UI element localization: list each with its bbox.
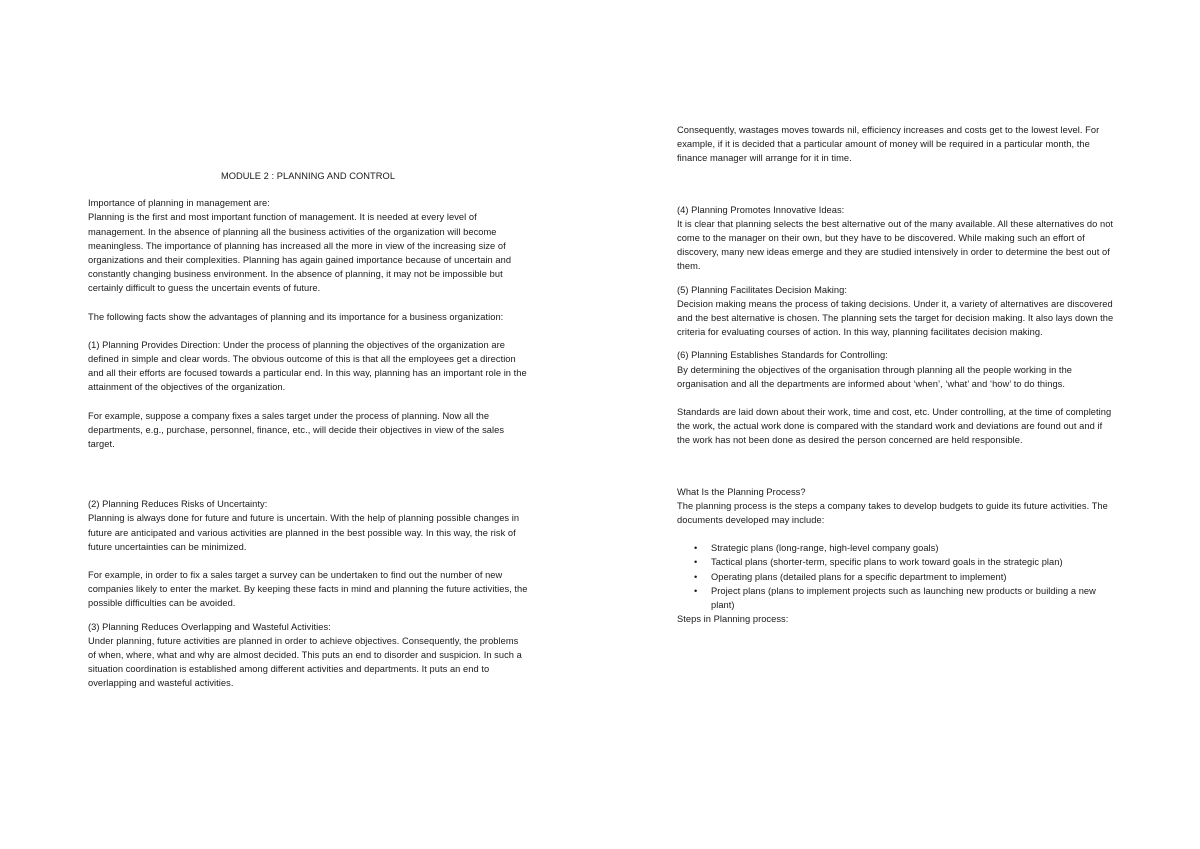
importance-heading: Importance of planning in management are:	[88, 198, 270, 209]
point-1-body: Under the process of planning the objectives of the organization are defined in simple and clear words. The obvious outcome of this is that all the employees get a direction and all their efforts are focused towards a particular end. In this way, planning has an important role in the attainment of the objectives of the organization.	[88, 339, 527, 393]
point-5-heading: (5) Planning Facilitates Decision Making:	[677, 284, 847, 295]
point-3-heading: (3) Planning Reduces Overlapping and Wasteful Activities:	[88, 621, 331, 632]
bullet-icon: •	[694, 543, 698, 554]
point-2-heading: (2) Planning Reduces Risks of Uncertainty:	[88, 499, 268, 510]
left-column	[88, 169, 528, 691]
point-3-continued: Consequently, wastages moves towards nil, efficiency increases and costs get to the lowest level. For example, if it is decided that a particular amount of money will be required in a particular month, the finance manager will arrange for it in time.	[677, 125, 1100, 164]
point-5-body: Decision making means the process of taking decisions. Under it, a variety of alternatives are discovered and the best alternative is chosen. The planning sets the target for decision making. It also lays down the criteria for evaluating courses of action. In this way, planning facilitates decision making.	[677, 298, 1114, 338]
facts-paragraph: The following facts show the advantages of planning and its importance for a business organization:	[88, 311, 504, 322]
planning-process-paragraph: The planning process is the steps a company takes to develop budgets to guide its future activities. The documents developed may include:	[677, 500, 1108, 526]
point-2-body: Planning is always done for future and future is uncertain. With the help of planning possible changes in future are anticipated and various activities are planned in the best possible way. In this way, the risk of future uncertainties can be minimized.	[88, 513, 520, 552]
list-item: • Tactical plans (shorter-term, specific plans to work toward goals in the strategic plan)	[677, 555, 1117, 569]
bullet-icon: •	[694, 585, 698, 596]
list-item: • Strategic plans (long-range, high-level company goals)	[677, 541, 1117, 555]
list-item: • Project plans (plans to implement projects such as launching new products or building a new plant)	[694, 585, 1096, 611]
point-4-body: It is clear that planning selects the best alternative out of the many available. All these alternatives do not come to the manager on their own, but they have to be discovered. While making such an effort of discovery, many new ideas emerge and they are studied intensively in order to determine the best out of them.	[677, 218, 1114, 272]
intro-paragraph: Planning is the first and most important function of management. It is needed at every level of management. In the absence of planning all the business activities of the organization will become meaningless. The importance of planning has increased all the more in view of the increasing size of organizations and their complexities. Planning has again gained importance because of uncertain and constantly changing business environment. In the absence of planning, it may not be impossible but certainly difficult to guess the uncertain events of future.	[88, 212, 512, 294]
bullet-icon: •	[694, 557, 698, 568]
plan-documents-list	[677, 541, 1117, 612]
point-4-heading: (4) Planning Promotes Innovative Ideas:	[677, 204, 845, 215]
bullet-icon: •	[694, 571, 698, 582]
standards-paragraph: Standards are laid down about their work, time and cost, etc. Under controlling, at the time of completing the work, the actual work done is compared with the standard work and deviations are found out and if the work has not been done as desired the person concerned are held responsible.	[677, 407, 1112, 446]
steps-heading: Steps in Planning process:	[677, 614, 789, 625]
point-3-body: Under planning, future activities are planned in order to achieve objectives. Consequently, the problems of when, where, what and why are almost decided. This puts an end to disorder and suspicion. In such a situation coordination is established among different activities and departments. It puts an end to overlapping and wasteful activities.	[88, 635, 522, 689]
point-1-heading: (1) Planning Provides Direction:	[88, 339, 221, 350]
list-item: • Operating plans (detailed plans for a specific department to implement)	[677, 570, 1117, 584]
point-1-paragraph	[88, 338, 528, 395]
point-1-example: For example, suppose a company fixes a sales target under the process of planning. Now all the departments, e.g., purchase, personnel, finance, etc., will decide their objectives in view of the sales target.	[88, 410, 505, 450]
point-6-heading: (6) Planning Establishes Standards for Controlling:	[677, 350, 888, 361]
point-2-example: For example, in order to fix a sales target a survey can be undertaken to find out the number of new companies likely to enter the market. By keeping these facts in mind and planning the future activities, the possible difficulties can be avoided.	[88, 570, 528, 609]
planning-process-heading: What Is the Planning Process?	[677, 486, 806, 497]
right-column	[677, 123, 1117, 626]
point-6-body: By determining the objectives of the organisation through planning all the people working in the organisation and all the departments are informed about ‘when’, ‘what’ and ‘how’ to do things.	[677, 364, 1073, 389]
page-title: MODULE 2 : PLANNING AND CONTROL	[220, 171, 396, 181]
